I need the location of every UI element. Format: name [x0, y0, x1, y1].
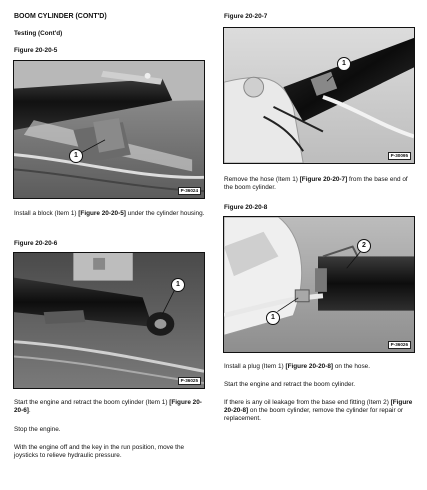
figure-caption-20-20-7: Figure 20-20-7	[224, 13, 268, 20]
figure-caption-20-20-6: Figure 20-20-6	[14, 240, 58, 247]
cylinder-retract-illustration	[14, 253, 204, 388]
instruction-start-engine: Start the engine and retract the boom cylinder.	[224, 381, 356, 388]
instruction-remove-hose: Remove the hose (Item 1) [Figure 20-20-7] from the base end of the boom cylinder.	[224, 176, 408, 192]
figure-20-20-6-photo	[13, 252, 205, 389]
figure-code: P-36024	[178, 187, 201, 195]
callout-1: 1	[266, 311, 280, 325]
figure-code: P-30095	[388, 152, 411, 160]
instruction-stop-engine: Stop the engine.	[14, 426, 61, 433]
plug-install-illustration	[224, 217, 414, 352]
figure-20-20-5-photo	[13, 60, 205, 199]
subsection-title: Testing (Cont'd)	[14, 30, 63, 37]
section-title: BOOM CYLINDER (CONT'D)	[14, 13, 107, 20]
figure-20-20-7-photo	[223, 27, 415, 164]
figure-code: P-36026	[388, 341, 411, 349]
boom-block-illustration	[14, 61, 204, 198]
instruction-install-block: Install a block (Item 1) [Figure 20-20-5] under the cylinder housing.	[14, 210, 205, 217]
instruction-check-leakage: If there is any oil leakage from the base end fitting (Item 2) [Figure 20-20-8] on the boom cylinder, remove the cylinder for repair or replacement.	[224, 399, 413, 423]
callout-1: 1	[69, 149, 83, 163]
instruction-relieve-pressure: With the engine off and the key in the run position, move the joysticks to relieve hydraulic pressure.	[14, 444, 185, 460]
figure-caption-20-20-8: Figure 20-20-8	[224, 204, 268, 211]
figure-code: P-36025	[178, 377, 201, 385]
callout-1: 1	[171, 278, 185, 292]
figure-caption-20-20-5: Figure 20-20-5	[14, 47, 58, 54]
callout-1: 1	[337, 57, 351, 71]
figure-20-20-8-photo	[223, 216, 415, 353]
hose-removal-illustration	[224, 28, 414, 163]
callout-2: 2	[357, 239, 371, 253]
instruction-retract-cylinder: Start the engine and retract the boom cylinder (Item 1) [Figure 20-20-6].	[14, 399, 202, 415]
instruction-install-plug: Install a plug (Item 1) [Figure 20-20-8] on the hose.	[224, 363, 370, 370]
